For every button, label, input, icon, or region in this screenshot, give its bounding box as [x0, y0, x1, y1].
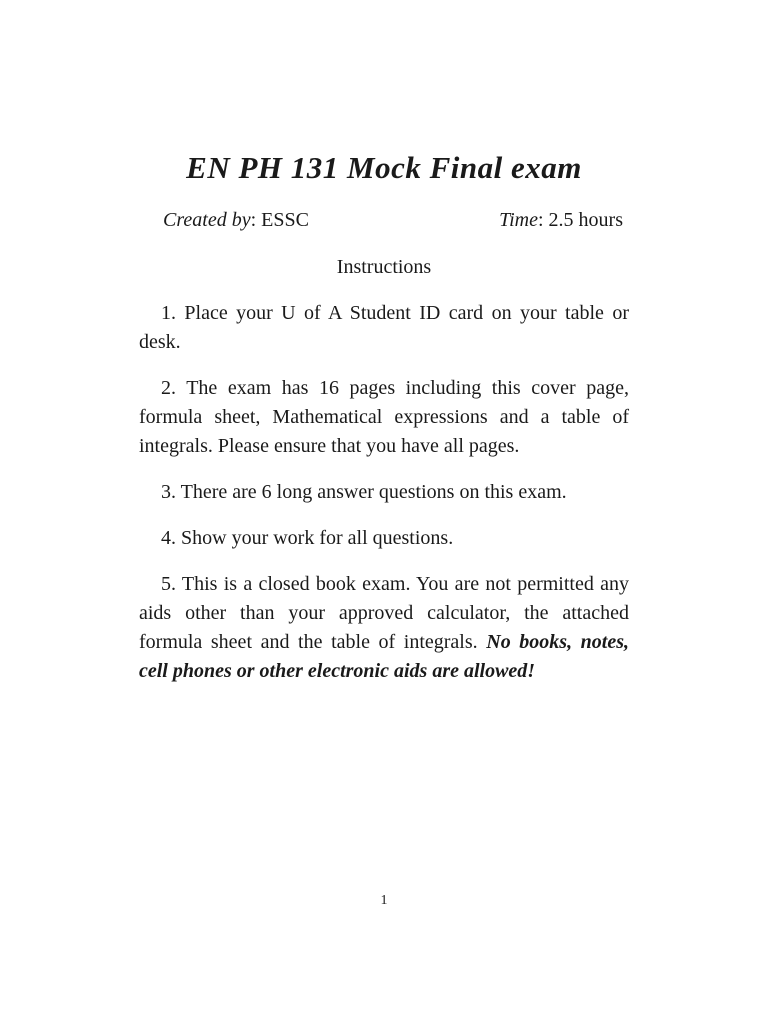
exam-meta-row [163, 209, 623, 239]
exam-time [499, 209, 623, 232]
instruction-item: 3. There are 6 long answer questions on this exam. [161, 481, 567, 503]
time-value: : 2.5 hours [538, 209, 623, 231]
instruction-item: 2. The exam has 16 pages including this cover page, formula sheet, Mathematical expressions and a table of integrals. Please ensure that you have all pages. [139, 377, 629, 457]
created-by [163, 209, 309, 232]
instruction-item [139, 570, 629, 686]
instruction-text: 5. This is a closed book exam. You are not permitted any aids other than your approved calculator, the attached formula sheet and the table of integrals. [139, 573, 629, 653]
instruction-item: 1. Place your U of A Student ID card on your table or desk. [139, 302, 629, 353]
instruction-item: 4. Show your work for all questions. [161, 527, 454, 549]
created-by-label: Created by [163, 209, 251, 231]
instructions-heading: Instructions [336, 256, 432, 278]
time-label: Time [499, 209, 538, 231]
page-number: 1 [380, 893, 388, 908]
page-title: EN PH 131 Mock Final exam [186, 150, 582, 185]
created-by-value: : ESSC [250, 209, 309, 231]
instruction-emphasis: No books, notes, cell phones or other electronic aids are allowed! [139, 631, 629, 682]
